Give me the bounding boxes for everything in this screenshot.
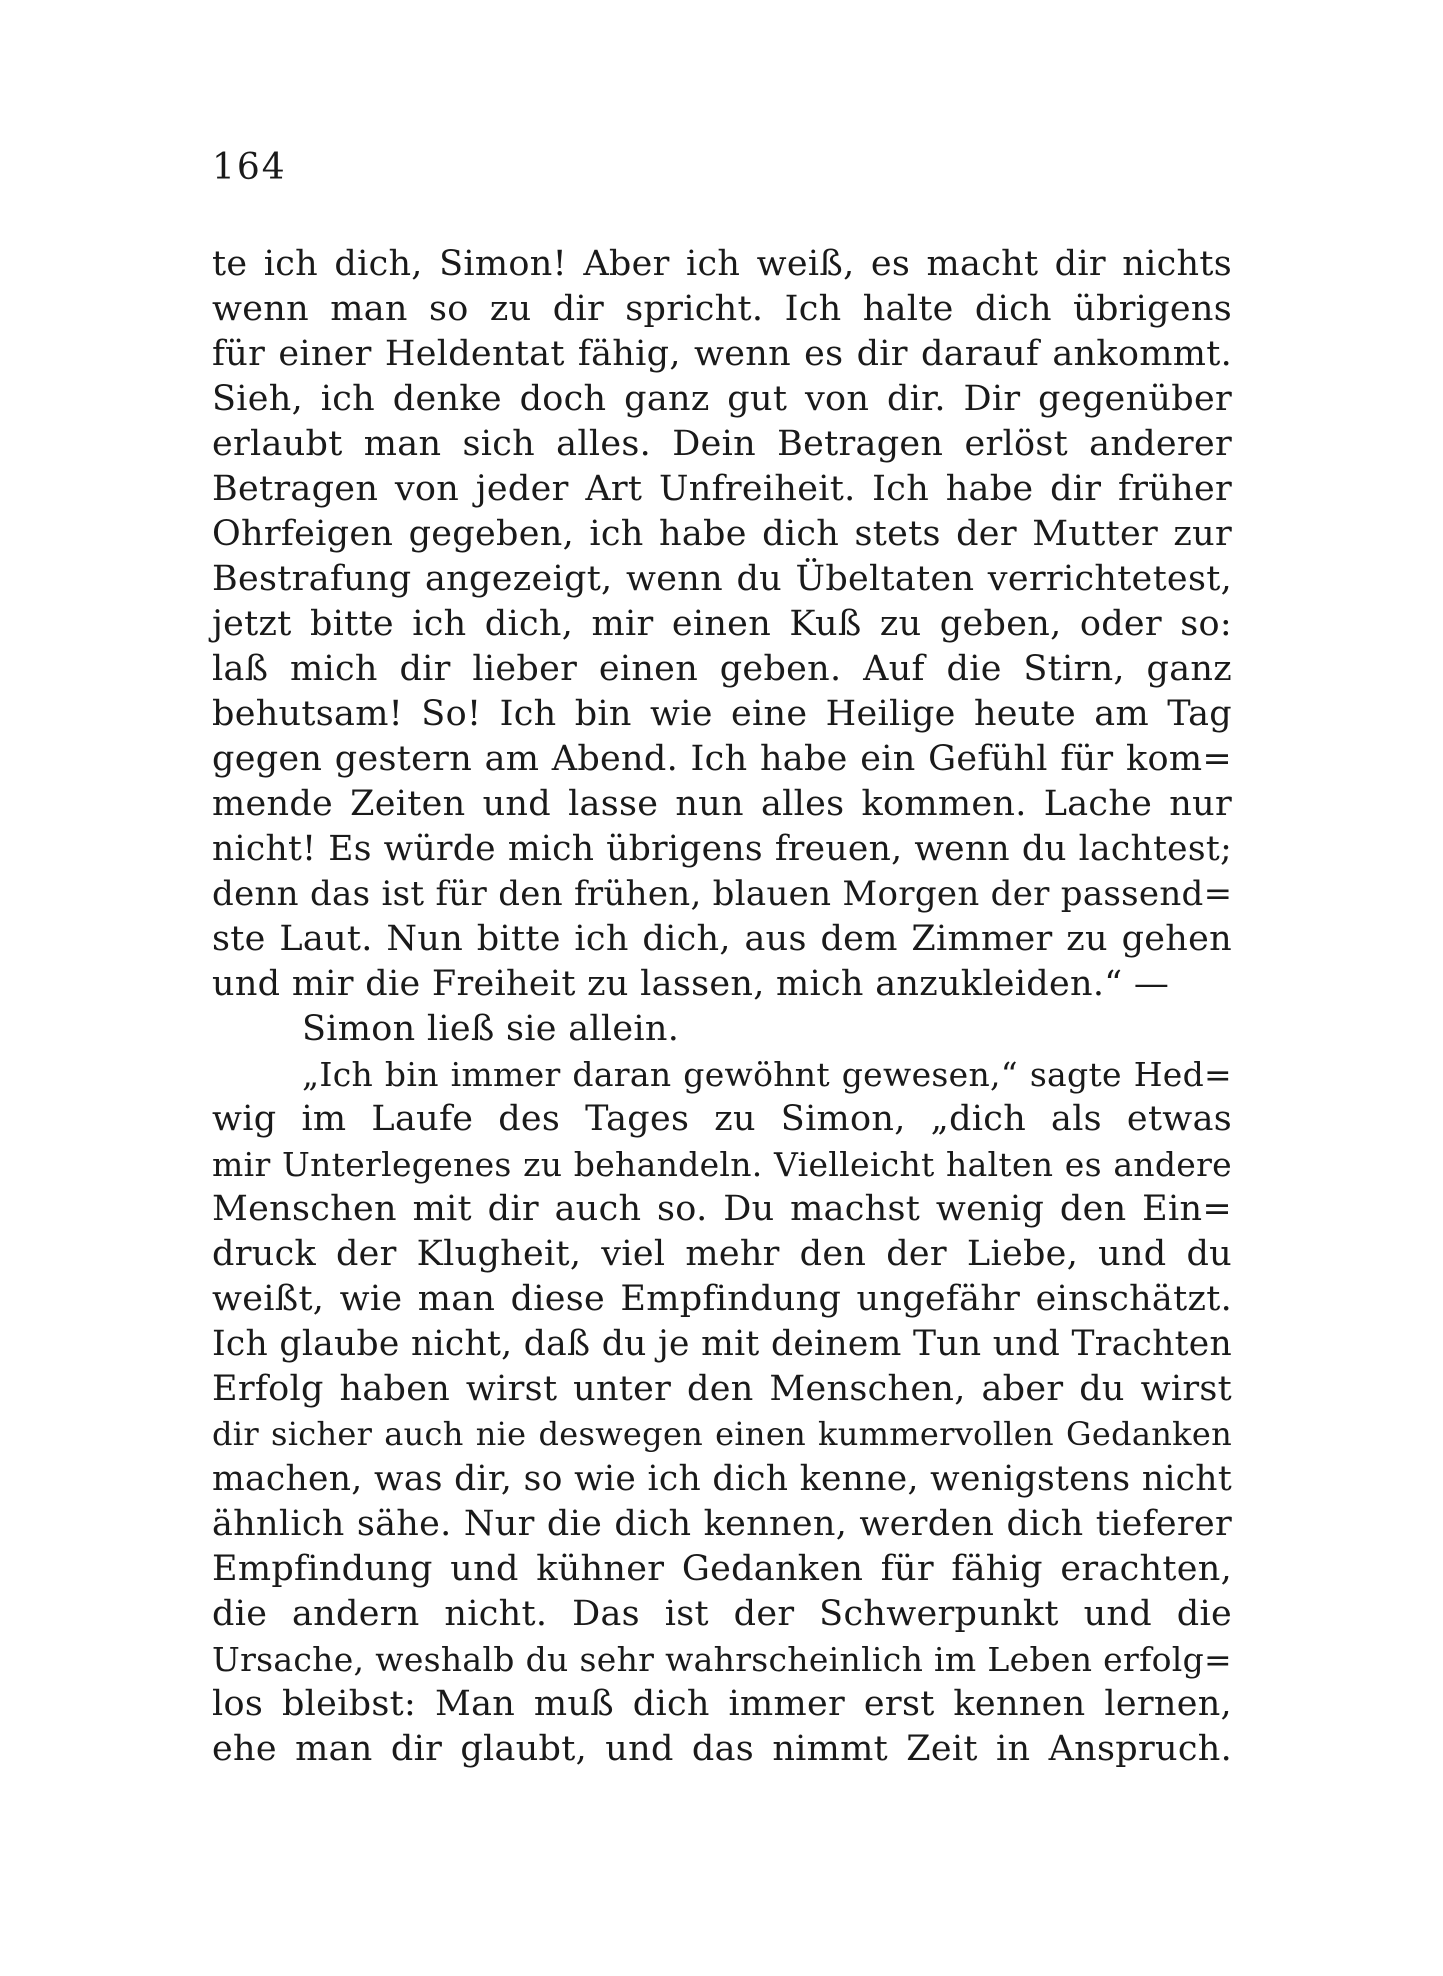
text-line: gegen gestern am Abend. Ich habe ein Gefühl für kom= bbox=[212, 739, 1232, 779]
text-line: „Ich bin immer daran gewöhnt gewesen,“ sagte Hed= bbox=[302, 1055, 1232, 1094]
text-line: Menschen mit dir auch so. Du machst wenig den Ein= bbox=[212, 1189, 1232, 1229]
text-line: mende Zeiten und lasse nun alles kommen. Lache nur bbox=[212, 784, 1232, 824]
text-line: Sieh, ich denke doch ganz gut von dir. Dir gegenüber bbox=[212, 379, 1232, 419]
text-line: jetzt bitte ich dich, mir einen Kuß zu geben, oder so: bbox=[212, 604, 1232, 644]
text-line: dir sicher auch nie deswegen einen kummervollen Gedanken bbox=[212, 1415, 1232, 1453]
text-line: Betragen von jeder Art Unfreiheit. Ich habe dir früher bbox=[212, 469, 1232, 509]
text-line: wenn man so zu dir spricht. Ich halte dich übrigens bbox=[212, 289, 1232, 329]
text-line: die andern nicht. Das ist der Schwerpunkt und die bbox=[212, 1594, 1232, 1634]
body-text bbox=[212, 242, 1232, 1772]
text-line: Simon ließ sie allein. bbox=[302, 1009, 680, 1049]
text-line: Ohrfeigen gegeben, ich habe dich stets der Mutter zur bbox=[212, 514, 1232, 554]
text-line: wig im Laufe des Tages zu Simon, „dich als etwas bbox=[212, 1099, 1232, 1139]
text-line: und mir die Freiheit zu lassen, mich anzukleiden.“ — bbox=[212, 964, 1170, 1004]
text-line: erlaubt man sich alles. Dein Betragen erlöst anderer bbox=[212, 424, 1232, 464]
text-line: weißt, wie man diese Empfindung ungefähr einschätzt. bbox=[212, 1279, 1232, 1319]
text-line: für einer Heldentat fähig, wenn es dir darauf ankommt. bbox=[212, 334, 1232, 374]
text-line: nicht! Es würde mich übrigens freuen, wenn du lachtest; bbox=[212, 829, 1232, 869]
text-line: ähnlich sähe. Nur die dich kennen, werden dich tieferer bbox=[212, 1504, 1232, 1544]
text-line: behutsam! So! Ich bin wie eine Heilige heute am Tag bbox=[212, 694, 1232, 734]
text-line: Bestrafung angezeigt, wenn du Übeltaten verrichtetest, bbox=[212, 559, 1232, 599]
text-line: mir Unterlegenes zu behandeln. Vielleicht halten es andere bbox=[212, 1145, 1232, 1184]
text-line: Ich glaube nicht, daß du je mit deinem Tun und Trachten bbox=[212, 1324, 1232, 1364]
text-line: ste Laut. Nun bitte ich dich, aus dem Zimmer zu gehen bbox=[212, 919, 1232, 959]
text-line: machen, was dir, so wie ich dich kenne, wenigstens nicht bbox=[212, 1459, 1232, 1499]
text-line: Empfindung und kühner Gedanken für fähig erachten, bbox=[212, 1549, 1232, 1589]
text-line: Ursache, weshalb du sehr wahrscheinlich im Leben erfolg= bbox=[212, 1640, 1232, 1679]
text-line: druck der Klugheit, viel mehr den der Liebe, und du bbox=[212, 1234, 1232, 1274]
text-line: los bleibst: Man muß dich immer erst kennen lernen, bbox=[212, 1684, 1232, 1724]
text-line: te ich dich, Simon! Aber ich weiß, es macht dir nichts bbox=[212, 244, 1232, 284]
text-line: Erfolg haben wirst unter den Menschen, aber du wirst bbox=[212, 1369, 1232, 1409]
text-line: ehe man dir glaubt, und das nimmt Zeit in Anspruch. bbox=[212, 1729, 1232, 1769]
text-line: denn das ist für den frühen, blauen Morgen der passend= bbox=[212, 874, 1233, 914]
text-line: laß mich dir lieber einen geben. Auf die Stirn, ganz bbox=[212, 649, 1232, 689]
page-number: 164 bbox=[212, 147, 287, 188]
